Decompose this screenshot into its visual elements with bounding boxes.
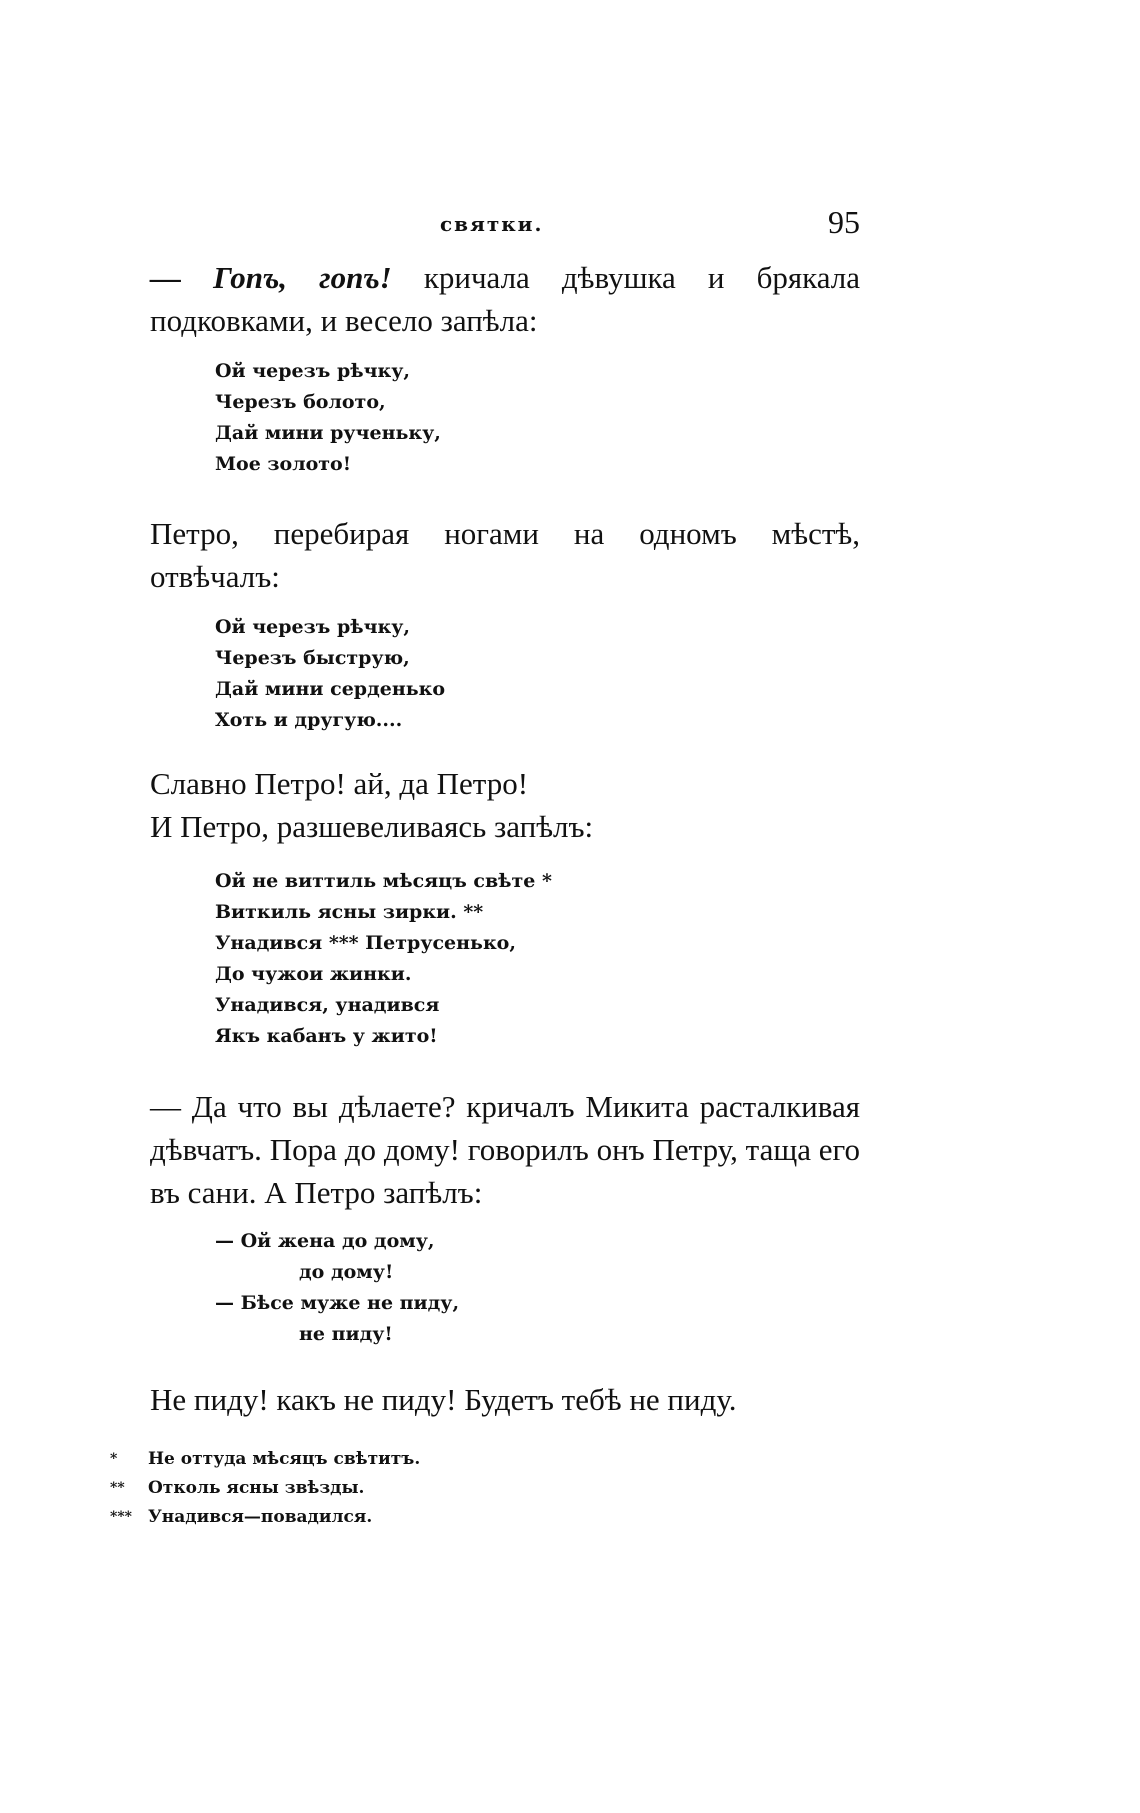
verse-line: Ой черезъ рѣчку,: [215, 360, 410, 382]
verse-2: [215, 612, 445, 736]
paragraph-1: [150, 256, 860, 342]
running-head: святки.: [440, 212, 544, 236]
footnote-mark: *: [110, 1451, 118, 1467]
paragraph-3: [150, 762, 860, 848]
verse-line: Унадився, унадився: [215, 994, 440, 1016]
footnote-mark: **: [110, 1480, 125, 1496]
page-header: [150, 204, 860, 244]
footnote: [110, 1445, 420, 1474]
verse-line: Хоть и другую....: [215, 709, 403, 731]
footnotes: [110, 1445, 420, 1532]
paragraph-4: — Да что вы дѣлаете? кричалъ Микита расталкивая дѣвчатъ. Пора до дому! говорилъ онъ Петру, таща его въ сани. А Петро запѣлъ:: [150, 1089, 860, 1210]
paragraph-1-exclamation: — Гопъ, гопъ!: [150, 260, 392, 295]
verse-line: Ой черезъ рѣчку,: [215, 616, 410, 638]
paragraph-3-line-2: И Петро, разшевеливаясь запѣлъ:: [150, 809, 594, 844]
verse-line: Черезъ быструю,: [215, 647, 410, 669]
verse-line: Якъ кабанъ у жито!: [215, 1025, 438, 1047]
verse-line: не пиду!: [299, 1323, 393, 1345]
verse-line: — Бѣсе муже не пиду,: [215, 1292, 460, 1314]
verse-line: Ой не виттиль мѣсяцъ свѣте *: [215, 870, 552, 892]
paragraph-1-text: кричала дѣвушка и брякала подковками, и весело запѣла:: [150, 260, 860, 338]
footnote: [110, 1474, 420, 1503]
verse-line: Унадився *** Петрусенько,: [215, 932, 516, 954]
page-number: 95: [828, 204, 860, 240]
verse-line: Виткиль ясны зирки. **: [215, 901, 484, 923]
verse-1: [215, 356, 441, 480]
footnote: [110, 1503, 420, 1532]
verse-4: [215, 1226, 459, 1350]
verse-3: [215, 866, 552, 1052]
footnote-text: Не оттуда мѣсяцъ свѣтитъ.: [148, 1449, 421, 1469]
verse-line: Черезъ болото,: [215, 391, 386, 413]
verse-line: Дай мини серденько: [215, 678, 446, 700]
paragraph-3-line-1: Славно Петро! ай, да Петро!: [150, 766, 529, 801]
paragraph-5: Не пиду! какъ не пиду! Будетъ тебѣ не пиду.: [150, 1382, 737, 1417]
paragraph-2: Петро, перебирая ногами на одномъ мѣстѣ, отвѣчалъ:: [150, 516, 860, 594]
verse-line: — Ой жена до дому,: [215, 1230, 435, 1252]
verse-line: Мое золото!: [215, 453, 352, 475]
footnote-text: Унадився—повадился.: [148, 1507, 373, 1527]
footnote-mark: ***: [110, 1509, 132, 1525]
footnote-text: Отколь ясны звѣзды.: [148, 1478, 365, 1498]
verse-line: Дай мини рученьку,: [215, 422, 441, 444]
verse-line: до дому!: [299, 1261, 394, 1283]
verse-line: До чужои жинки.: [215, 963, 412, 985]
